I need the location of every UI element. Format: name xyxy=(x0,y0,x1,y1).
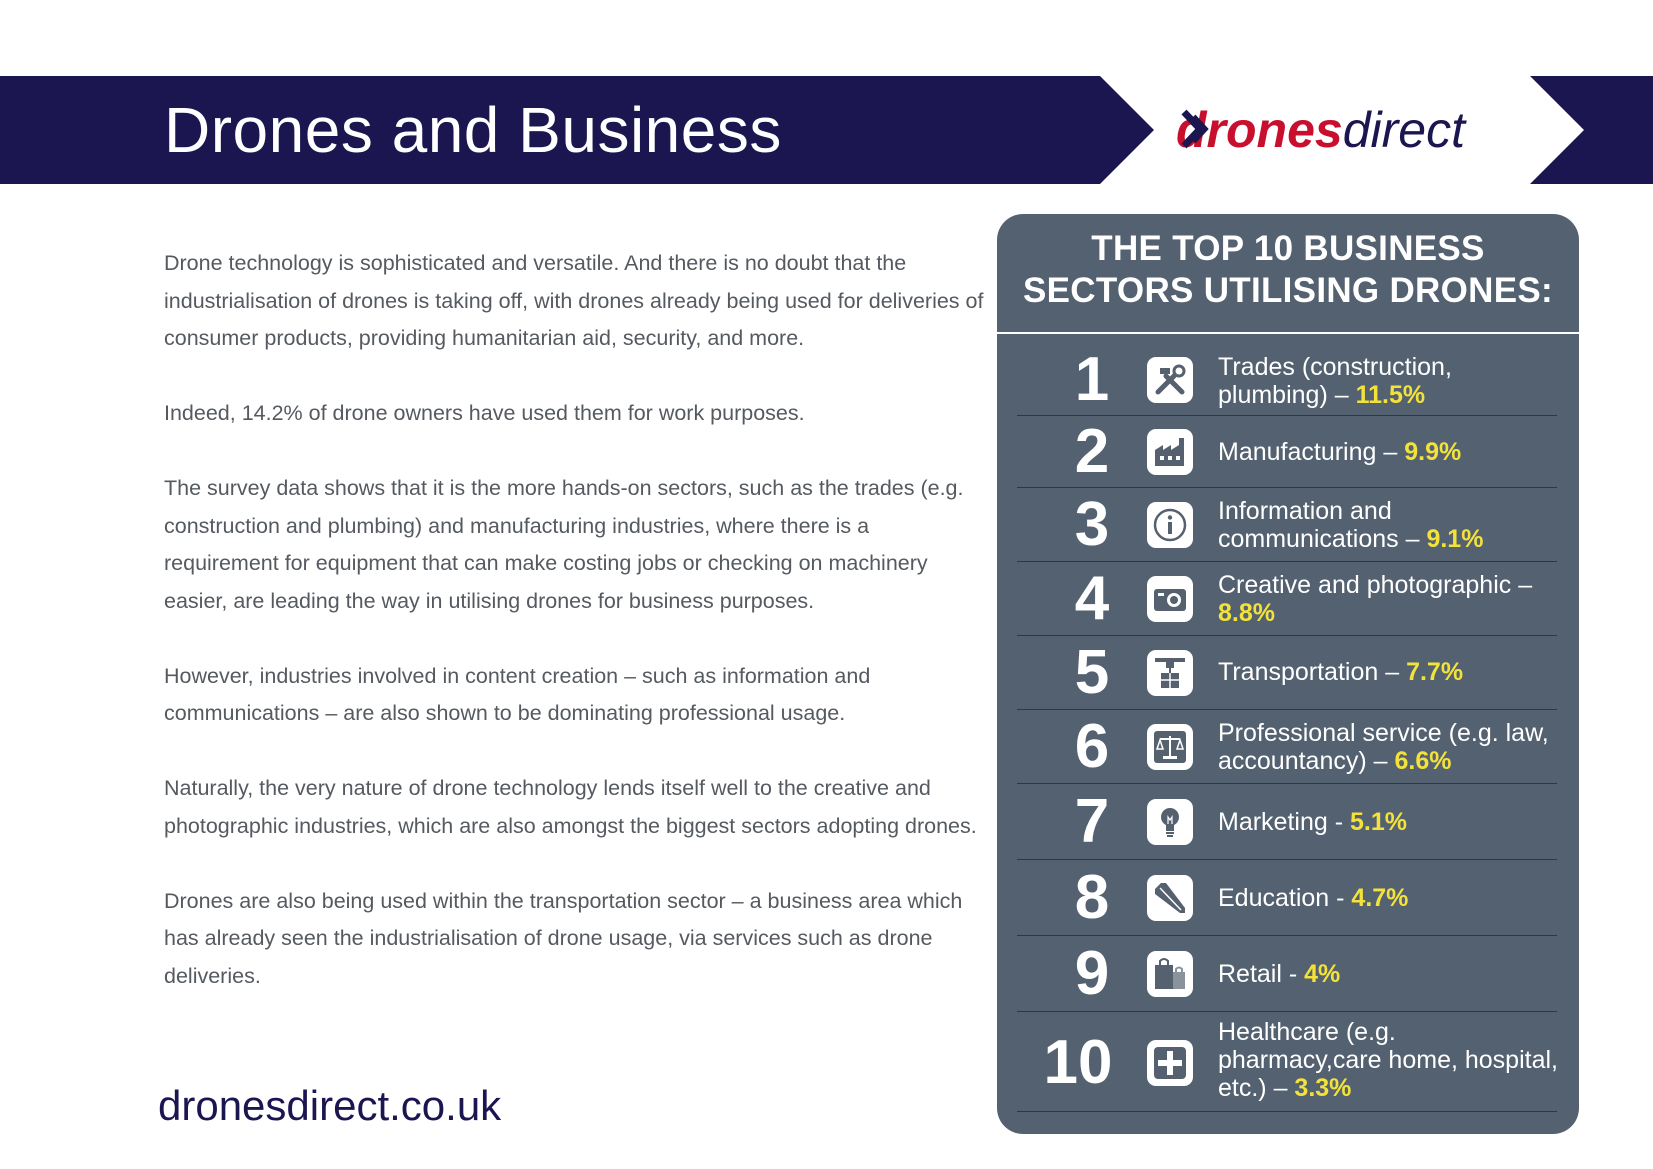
sector-row xyxy=(1017,636,1557,710)
sector-name: Creative and photographic – xyxy=(1218,571,1533,599)
sector-label xyxy=(1218,571,1558,627)
sector-name: Professional service (e.g. law, accountancy) – xyxy=(1218,719,1549,775)
sector-name: Marketing - xyxy=(1218,808,1350,836)
sector-percentage: 5.1% xyxy=(1349,808,1407,836)
panel-title-line: THE TOP 10 BUSINESS xyxy=(1091,229,1485,268)
camera-icon xyxy=(1147,576,1193,622)
pencil-icon xyxy=(1147,875,1193,921)
sector-label xyxy=(1218,808,1558,836)
paragraph: Drones are also being used within the transportation sector – a business area which has already seen the industrialisation of drone usage, via services such as drone deliveries. xyxy=(164,888,963,988)
sector-percentage: 4% xyxy=(1304,960,1341,988)
sector-name: Trades (construction, plumbing) – xyxy=(1218,353,1452,409)
sector-name: Education - xyxy=(1218,884,1352,912)
logo-text-direct: direct xyxy=(1342,102,1465,158)
shopping-bag-icon xyxy=(1147,951,1193,997)
header-banner xyxy=(0,0,1653,200)
sector-name: Retail - xyxy=(1218,960,1305,988)
medical-cross-icon xyxy=(1147,1040,1193,1086)
sector-name: Manufacturing – xyxy=(1218,438,1405,466)
sector-rank: 10 xyxy=(1043,1028,1113,1097)
tools-icon xyxy=(1147,357,1193,403)
scales-icon xyxy=(1147,724,1193,770)
sector-name: Information and communications – xyxy=(1218,497,1427,553)
sector-row xyxy=(1017,860,1557,936)
top-sectors-panel xyxy=(997,214,1579,1134)
sector-rank: 9 xyxy=(1074,939,1110,1008)
chevron-right-icon xyxy=(1180,108,1210,150)
panel-title-line: SECTORS UTILISING DRONES: xyxy=(1023,271,1553,310)
sector-rank: 7 xyxy=(1074,787,1110,856)
paragraph: However, industries involved in content creation – such as information and communications – are also shown to be dominating professional usage. xyxy=(164,663,871,725)
panel-divider xyxy=(997,332,1579,334)
sector-label xyxy=(1218,1018,1558,1102)
sector-row xyxy=(1017,936,1557,1012)
sector-percentage: 9.9% xyxy=(1404,438,1462,466)
sector-rank: 6 xyxy=(1074,712,1110,781)
lightbulb-icon xyxy=(1147,799,1193,845)
sector-rank: 8 xyxy=(1074,863,1110,932)
sector-label xyxy=(1218,960,1558,988)
sector-percentage: 7.7% xyxy=(1406,658,1464,686)
sector-row xyxy=(1017,416,1557,488)
sector-rank: 5 xyxy=(1074,638,1110,707)
info-icon xyxy=(1147,502,1193,548)
sector-label xyxy=(1218,438,1558,466)
sector-label xyxy=(1218,353,1558,409)
sector-label xyxy=(1218,719,1558,775)
sector-percentage: 3.3% xyxy=(1294,1074,1352,1102)
factory-icon xyxy=(1147,429,1193,475)
intro-text xyxy=(164,245,984,1033)
sector-percentage: 9.1% xyxy=(1426,525,1484,553)
panel-title xyxy=(997,228,1579,312)
drone-delivery-icon xyxy=(1147,650,1193,696)
website-link[interactable]: dronesdirect.co.uk xyxy=(158,1082,502,1129)
sector-row xyxy=(1017,562,1557,636)
sector-rank: 2 xyxy=(1074,417,1110,486)
sector-row xyxy=(1017,1012,1557,1112)
sector-rank: 3 xyxy=(1074,490,1110,559)
sector-name: Transportation – xyxy=(1218,658,1407,686)
sector-row xyxy=(1017,488,1557,562)
sector-percentage: 4.7% xyxy=(1351,884,1409,912)
sector-rank: 1 xyxy=(1074,345,1110,414)
sector-label xyxy=(1218,884,1558,912)
sector-percentage: 8.8% xyxy=(1218,599,1275,627)
sector-rank: 4 xyxy=(1074,564,1110,633)
sector-row xyxy=(1017,784,1557,860)
sector-percentage: 6.6% xyxy=(1394,747,1452,775)
paragraph: Drone technology is sophisticated and versatile. And there is no doubt that the industrialisation of drones is taking off, with drones already being used for deliveries of consumer products, providing humanitarian aid, security, and more. xyxy=(164,251,984,350)
paragraph: The survey data shows that it is the more hands-on sectors, such as the trades (e.g. construction and plumbing) and manufacturing industries, where there is a requirement for equipment that can make costing jobs or checking on machinery easier, are leading the way in utilising drones for business purposes. xyxy=(164,476,964,613)
paragraph: Naturally, the very nature of drone technology lends itself well to the creative and photographic industries, which are also amongst the biggest sectors adopting drones. xyxy=(164,776,977,838)
sector-row xyxy=(1017,344,1557,416)
paragraph: Indeed, 14.2% of drone owners have used them for work purposes. xyxy=(164,401,805,425)
sector-label xyxy=(1218,658,1558,686)
sector-row xyxy=(1017,710,1557,784)
sector-name: Healthcare (e.g. pharmacy,care home, hospital, etc.) – xyxy=(1218,1018,1558,1102)
sector-percentage: 11.5% xyxy=(1355,381,1426,409)
logo-text-drones: drones xyxy=(1176,102,1343,158)
dronesdirect-logo[interactable] xyxy=(1176,98,1465,162)
row-divider xyxy=(1017,1111,1557,1113)
sector-label xyxy=(1218,497,1558,553)
page-title: Drones and Business xyxy=(164,94,782,166)
